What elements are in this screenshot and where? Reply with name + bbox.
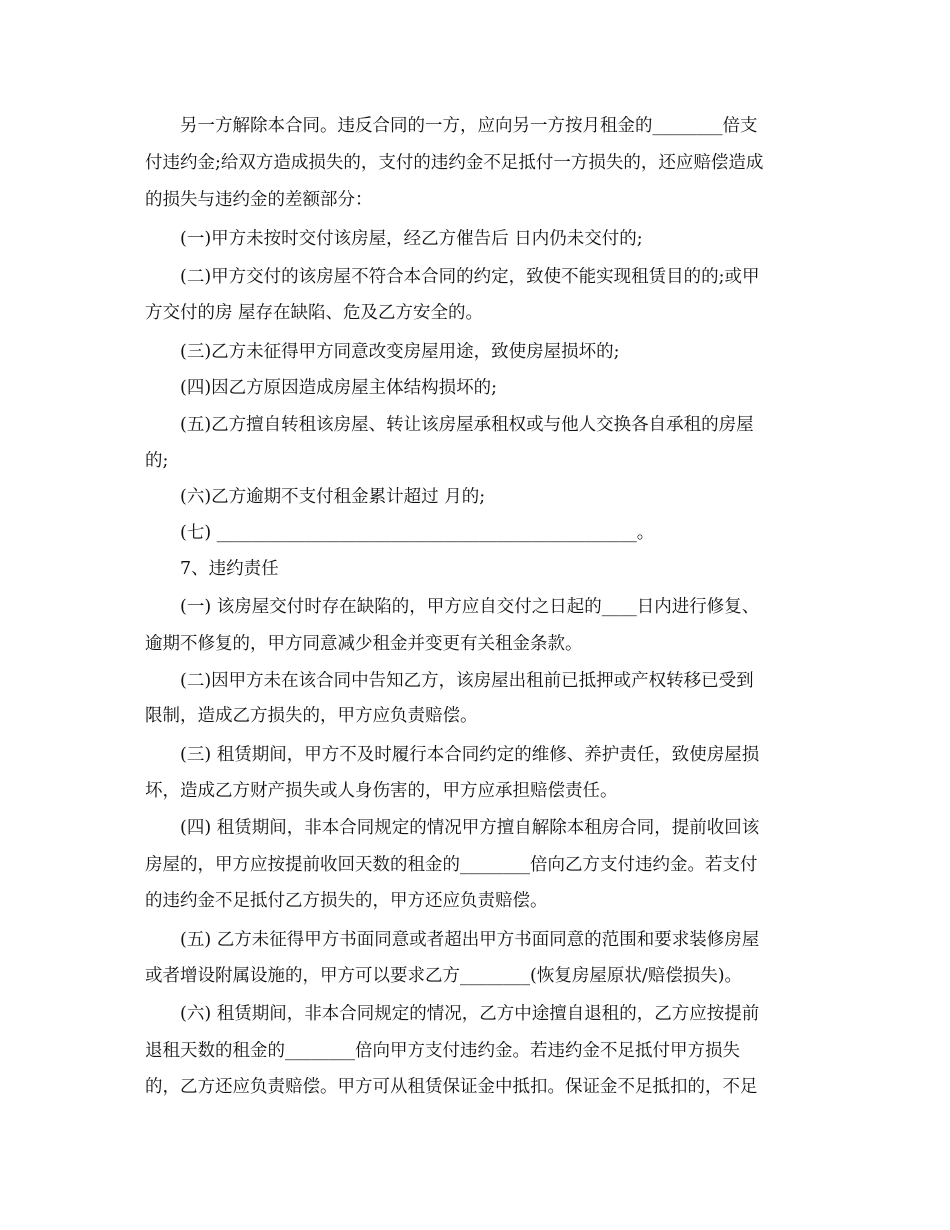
text-line: (三)乙方未征得甲方同意改变房屋用途，致使房屋损坏的; bbox=[145, 342, 620, 362]
text-line: (六) 租赁期间，非本合同规定的情况，乙方中途擅自退租的，乙方应按提前 bbox=[145, 1004, 760, 1024]
text-line: 或者增设附属设施的，甲方可以要求乙方________(恢复房屋原状/赔偿损失)。 bbox=[145, 966, 743, 986]
text-line: 的，乙方还应负责赔偿。甲方可从租赁保证金中抵扣。保证金不足抵扣的，不足 bbox=[145, 1077, 758, 1097]
text-line: (四)因乙方原因造成房屋主体结构损坏的; bbox=[145, 378, 498, 398]
text-line: (二)甲方交付的该房屋不符合本合同的约定，致使不能实现租赁目的的;或甲 bbox=[145, 267, 760, 287]
text-line: 退租天数的租金的________倍向甲方支付违约金。若违约金不足抵付甲方损失 bbox=[145, 1041, 740, 1061]
text-line: 的违约金不足抵付乙方损失的，甲方还应负责赔偿。 bbox=[145, 891, 548, 911]
text-line: 方交付的房 屋存在缺陷、危及乙方安全的。 bbox=[145, 303, 484, 323]
text-line: (四) 租赁期间，非本合同规定的情况甲方擅自解除本租房合同，提前收回该 bbox=[145, 818, 760, 838]
text-line: (二)因甲方未在该合同中告知乙方，该房屋出租前已抵押或产权转移已受到 bbox=[145, 671, 754, 691]
text-line: (六)乙方逾期不支付租金累计超过 月的; bbox=[145, 487, 486, 507]
text-line: 的; bbox=[145, 451, 169, 471]
text-line: (一) 该房屋交付时存在缺陷的，甲方应自交付之日起的____日内进行修复、 bbox=[145, 597, 760, 617]
text-line: (三) 租赁期间，甲方不及时履行本合同约定的维修、养护责任，致使房屋损 bbox=[145, 745, 760, 765]
text-line: 坏，造成乙方财产损失或人身伤害的，甲方应承担赔偿责任。 bbox=[145, 781, 618, 801]
text-line: (五)乙方擅自转租该房屋、转让该房屋承租权或与他人交换各自承租的房屋 bbox=[145, 415, 754, 435]
text-line: (五) 乙方未征得甲方书面同意或者超出甲方书面同意的范围和要求装修房屋 bbox=[145, 930, 760, 950]
text-line: 限制，造成乙方损失的，甲方应负责赔偿。 bbox=[145, 706, 478, 726]
text-line: 逾期不修复的，甲方同意减少租金并变更有关租金条款。 bbox=[145, 634, 583, 654]
text-line: 的损失与违约金的差额部分： bbox=[145, 190, 373, 210]
text-line: 另一方解除本合同。违反合同的一方，应向另一方按月租金的________倍支 bbox=[145, 116, 758, 136]
section-heading: 7、违约责任 bbox=[145, 559, 279, 579]
text-line: (一)甲方未按时交付该房屋，经乙方催告后 日内仍未交付的; bbox=[145, 229, 643, 249]
text-line: 付违约金;给双方造成损失的，支付的违约金不足抵付一方损失的，还应赔偿造成 bbox=[145, 153, 764, 173]
text-line: (七) ________________________________________________。 bbox=[145, 523, 655, 543]
text-line: 房屋的，甲方应按提前收回天数的租金的________倍向乙方支付违约金。若支付 bbox=[145, 855, 758, 875]
